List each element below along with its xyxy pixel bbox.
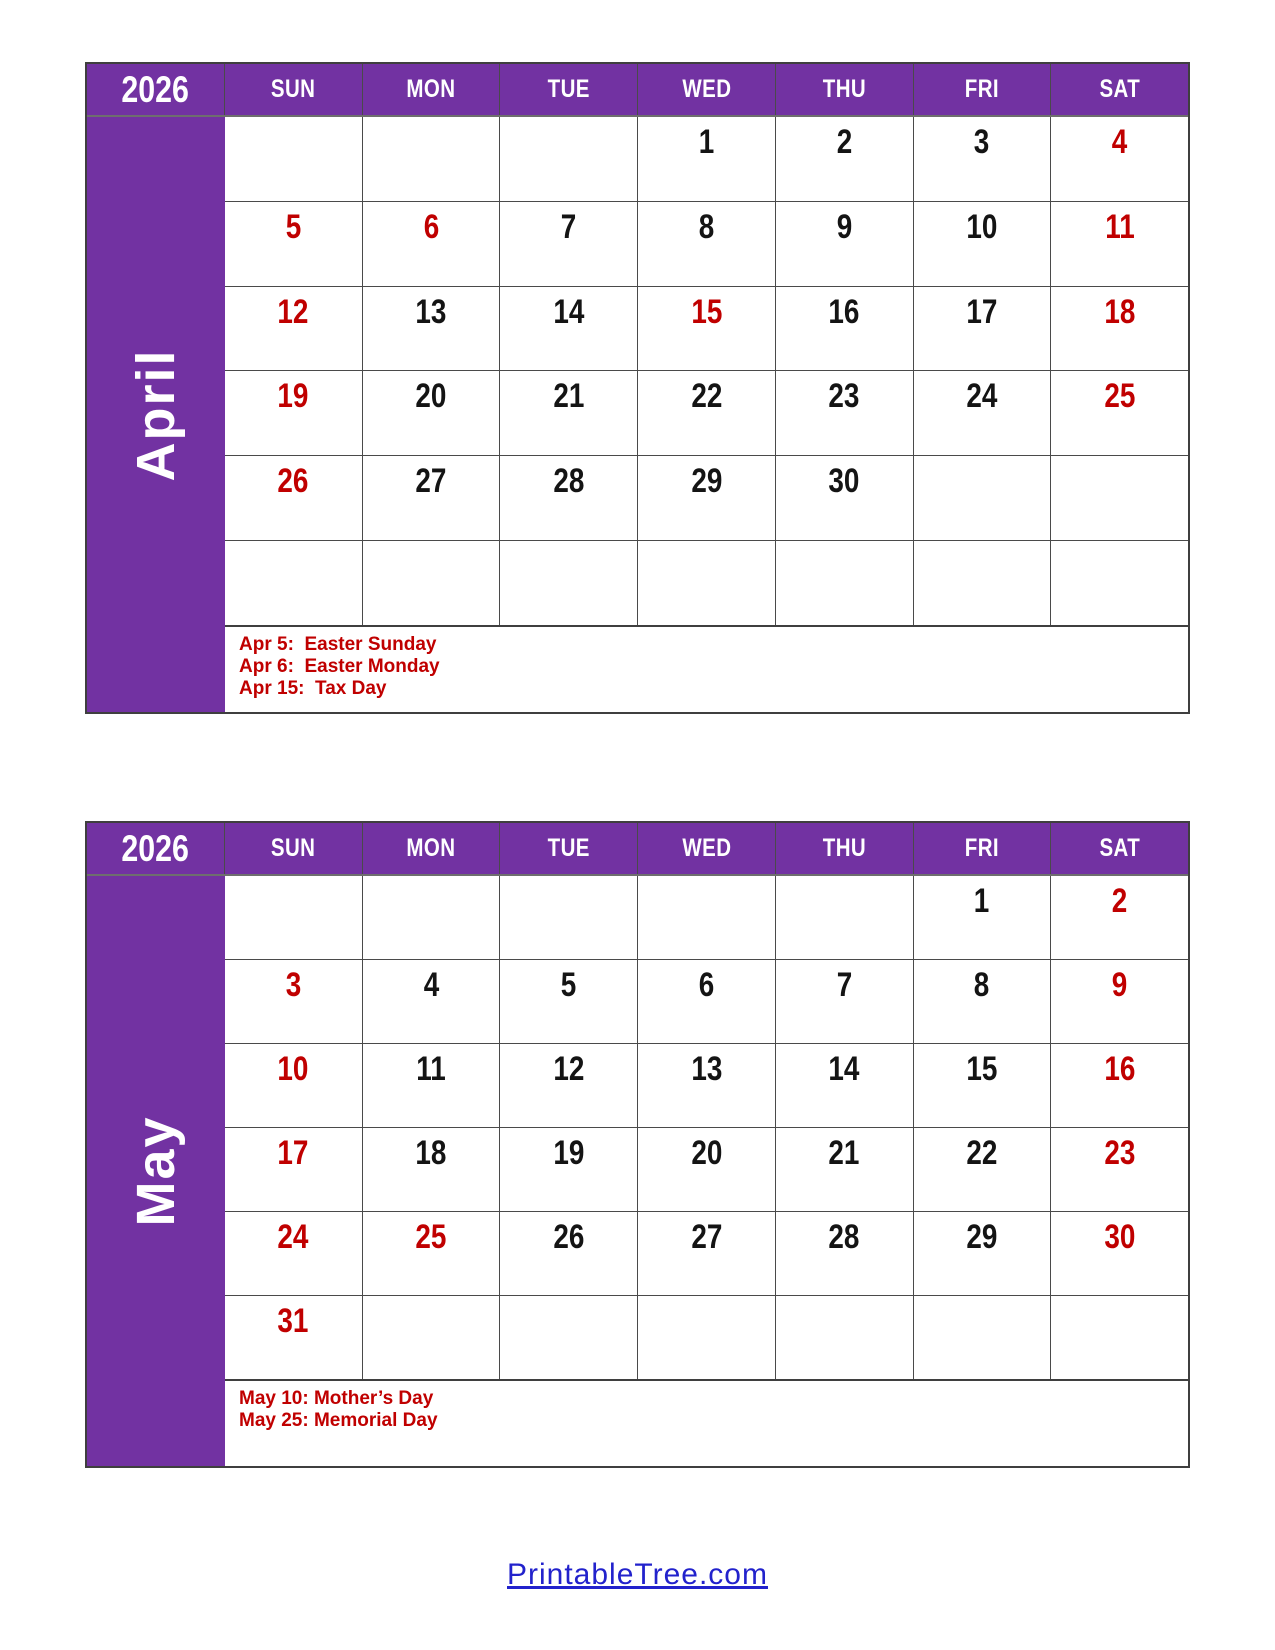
- holiday-line: Apr 15: Tax Day: [239, 678, 387, 699]
- day-cell: [776, 1044, 914, 1127]
- day-number: 28: [553, 462, 585, 501]
- day-cell: [225, 117, 363, 201]
- day-cell: [1051, 1044, 1188, 1127]
- day-cell: [914, 876, 1052, 959]
- day-number: 6: [698, 966, 715, 1004]
- day-number: 20: [415, 377, 447, 416]
- day-cell: [225, 1296, 363, 1379]
- year-label: 2026: [121, 827, 190, 869]
- weekday-cell: [363, 823, 501, 874]
- day-number: 12: [277, 292, 309, 331]
- day-cell: [638, 876, 776, 959]
- page-footer: [0, 1558, 1275, 1592]
- day-cell: [225, 371, 363, 455]
- day-number: 22: [966, 1134, 998, 1172]
- day-cell: [776, 1128, 914, 1211]
- weekday-label: WED: [681, 75, 732, 103]
- day-cell: [776, 960, 914, 1043]
- year-cell: [87, 823, 225, 874]
- day-number: 30: [1104, 1218, 1136, 1256]
- weekday-cell: [776, 823, 914, 874]
- day-cell: [363, 287, 501, 371]
- day-cell: [500, 960, 638, 1043]
- day-number: 5: [285, 207, 302, 246]
- day-cell: [500, 1128, 638, 1211]
- weeks-grid: [225, 876, 1188, 1381]
- day-cell: [638, 202, 776, 286]
- day-cell: [363, 1212, 501, 1295]
- day-cell: [638, 960, 776, 1043]
- day-cell: [914, 960, 1052, 1043]
- day-cell: [776, 456, 914, 540]
- day-number: 17: [966, 292, 998, 331]
- weekday-label: MON: [406, 75, 456, 103]
- day-number: 6: [423, 207, 439, 246]
- day-cell: [914, 371, 1052, 455]
- weekday-cell: [500, 64, 638, 115]
- weekday-label: SAT: [1099, 834, 1141, 862]
- day-number: 27: [690, 1218, 723, 1256]
- day-cell: [914, 456, 1052, 540]
- day-number: 3: [285, 966, 302, 1004]
- week-row: [225, 456, 1188, 541]
- printabletree-link[interactable]: PrintableTree.com: [507, 1558, 768, 1591]
- month-sidebar: [87, 117, 225, 712]
- day-cell: [225, 1044, 363, 1127]
- day-number: 23: [828, 377, 860, 416]
- holiday-line: May 10: Mother’s Day: [239, 1388, 434, 1409]
- day-cell: [914, 202, 1052, 286]
- day-cell: [914, 1296, 1052, 1379]
- weekday-cell: [500, 823, 638, 874]
- week-row: [225, 541, 1188, 627]
- day-cell: [500, 202, 638, 286]
- day-number: 2: [836, 123, 852, 161]
- day-cell: [776, 371, 914, 455]
- weekday-cell: [914, 64, 1052, 115]
- holiday-line: Apr 6: Easter Monday: [239, 656, 440, 677]
- day-cell: [914, 1128, 1052, 1211]
- day-number: 25: [1104, 377, 1136, 416]
- weekday-label: THU: [822, 75, 866, 103]
- day-cell: [776, 1212, 914, 1295]
- day-cell: [225, 876, 363, 959]
- day-number: 27: [415, 462, 447, 501]
- month-label: May: [126, 1115, 186, 1227]
- day-number: 28: [828, 1218, 860, 1256]
- day-number: 16: [1104, 1050, 1136, 1088]
- day-cell: [500, 117, 638, 201]
- day-cell: [500, 1044, 638, 1127]
- day-cell: [363, 1296, 501, 1379]
- day-cell: [500, 456, 638, 540]
- day-cell: [363, 876, 501, 959]
- day-number: 7: [561, 207, 577, 246]
- day-cell: [225, 456, 363, 540]
- weekday-label: THU: [822, 834, 866, 862]
- day-number: 14: [828, 1050, 860, 1088]
- day-number: 3: [974, 123, 990, 161]
- day-cell: [638, 1128, 776, 1211]
- day-cell: [1051, 1212, 1188, 1295]
- calendar-may: [85, 821, 1190, 1468]
- day-number: 24: [277, 1218, 309, 1256]
- day-number: 4: [1111, 123, 1128, 161]
- day-number: 17: [277, 1134, 309, 1172]
- day-number: 20: [690, 1134, 723, 1172]
- weekday-cell: [225, 823, 363, 874]
- day-cell: [363, 456, 501, 540]
- week-row: [225, 1044, 1188, 1128]
- day-cell: [638, 1044, 776, 1127]
- day-number: 30: [828, 462, 860, 501]
- weekday-cell: [363, 64, 501, 115]
- day-cell: [1051, 287, 1188, 371]
- weekday-label: TUE: [547, 834, 590, 862]
- day-number: 18: [1104, 292, 1136, 331]
- day-number: 9: [836, 207, 852, 246]
- week-row: [225, 960, 1188, 1044]
- day-cell: [1051, 1128, 1188, 1211]
- day-cell: [1051, 202, 1188, 286]
- day-cell: [225, 1128, 363, 1211]
- calendar-header-row: [87, 823, 1188, 876]
- week-row: [225, 1296, 1188, 1381]
- day-number: 23: [1104, 1134, 1136, 1172]
- weekday-cell: [1051, 823, 1188, 874]
- day-cell: [500, 876, 638, 959]
- day-number: 4: [423, 966, 439, 1004]
- day-number: 13: [415, 292, 447, 331]
- day-number: 18: [415, 1134, 447, 1172]
- day-cell: [914, 1044, 1052, 1127]
- day-number: 21: [828, 1134, 860, 1172]
- day-cell: [638, 1296, 776, 1379]
- day-number: 2: [1111, 882, 1128, 920]
- day-number: 26: [553, 1218, 585, 1256]
- weekday-cell: [225, 64, 363, 115]
- holiday-list: [225, 1381, 1188, 1466]
- weekday-label: FRI: [964, 75, 1000, 103]
- week-row: [225, 117, 1188, 202]
- day-number: 29: [966, 1218, 998, 1256]
- weekday-label: SUN: [271, 834, 316, 862]
- week-row: [225, 287, 1188, 372]
- calendar-header-row: [87, 64, 1188, 117]
- day-cell: [225, 1212, 363, 1295]
- week-row: [225, 1128, 1188, 1212]
- calendar-april: [85, 62, 1190, 714]
- day-number: 13: [690, 1050, 723, 1088]
- day-number: 24: [966, 377, 998, 416]
- day-cell: [638, 371, 776, 455]
- day-cell: [225, 541, 363, 625]
- holiday-line: May 25: Memorial Day: [239, 1410, 438, 1431]
- day-cell: [914, 541, 1052, 625]
- day-cell: [363, 1128, 501, 1211]
- day-cell: [363, 371, 501, 455]
- day-cell: [1051, 876, 1188, 959]
- day-number: 11: [1104, 207, 1135, 246]
- day-cell: [638, 541, 776, 625]
- day-cell: [363, 960, 501, 1043]
- day-cell: [363, 1044, 501, 1127]
- day-cell: [500, 287, 638, 371]
- day-number: 5: [561, 966, 577, 1004]
- day-cell: [776, 287, 914, 371]
- year-label: 2026: [121, 68, 190, 110]
- day-number: 7: [836, 966, 852, 1004]
- day-number: 19: [553, 1134, 585, 1172]
- day-cell: [1051, 960, 1188, 1043]
- week-row: [225, 1212, 1188, 1296]
- weekday-label: MON: [406, 834, 456, 862]
- day-cell: [225, 287, 363, 371]
- month-label: April: [126, 347, 186, 482]
- day-number: 29: [690, 462, 723, 501]
- day-number: 19: [277, 377, 309, 416]
- weekday-cell: [776, 64, 914, 115]
- day-cell: [776, 202, 914, 286]
- weekday-label: SUN: [271, 75, 316, 103]
- day-cell: [914, 117, 1052, 201]
- day-cell: [776, 1296, 914, 1379]
- day-cell: [776, 117, 914, 201]
- day-number: 14: [553, 292, 585, 331]
- weekday-cell: [914, 823, 1052, 874]
- month-sidebar: [87, 876, 225, 1466]
- day-cell: [363, 541, 501, 625]
- day-cell: [500, 1296, 638, 1379]
- day-cell: [500, 371, 638, 455]
- day-number: 9: [1111, 966, 1128, 1004]
- day-cell: [914, 1212, 1052, 1295]
- day-number: 8: [698, 207, 715, 246]
- day-cell: [638, 1212, 776, 1295]
- day-cell: [500, 1212, 638, 1295]
- day-number: 1: [698, 123, 715, 161]
- day-number: 15: [966, 1050, 998, 1088]
- day-number: 16: [828, 292, 860, 331]
- day-cell: [638, 287, 776, 371]
- weekday-cell: [1051, 64, 1188, 115]
- day-number: 10: [966, 207, 998, 246]
- holiday-line: Apr 5: Easter Sunday: [239, 634, 437, 655]
- holiday-list: [225, 627, 1188, 712]
- weekday-label: SAT: [1099, 75, 1141, 103]
- week-row: [225, 876, 1188, 960]
- day-number: 1: [974, 882, 990, 920]
- year-cell: [87, 64, 225, 115]
- day-cell: [363, 202, 501, 286]
- day-number: 31: [277, 1302, 309, 1340]
- day-number: 26: [277, 462, 309, 501]
- day-cell: [638, 117, 776, 201]
- day-number: 12: [553, 1050, 585, 1088]
- day-cell: [638, 456, 776, 540]
- day-number: 25: [415, 1218, 447, 1256]
- day-cell: [1051, 541, 1188, 625]
- week-row: [225, 371, 1188, 456]
- day-cell: [1051, 1296, 1188, 1379]
- day-cell: [1051, 371, 1188, 455]
- day-number: 15: [690, 292, 723, 331]
- weekday-cell: [638, 64, 776, 115]
- weekday-label: FRI: [964, 834, 1000, 862]
- day-cell: [776, 876, 914, 959]
- day-cell: [500, 541, 638, 625]
- day-cell: [1051, 456, 1188, 540]
- day-number: 8: [974, 966, 990, 1004]
- day-cell: [776, 541, 914, 625]
- day-number: 10: [277, 1050, 309, 1088]
- weekday-label: TUE: [547, 75, 590, 103]
- day-number: 11: [416, 1050, 446, 1088]
- day-number: 22: [690, 377, 723, 416]
- weeks-grid: [225, 117, 1188, 627]
- day-cell: [225, 960, 363, 1043]
- weekday-label: WED: [681, 834, 732, 862]
- week-row: [225, 202, 1188, 287]
- day-cell: [363, 117, 501, 201]
- day-cell: [1051, 117, 1188, 201]
- day-cell: [914, 287, 1052, 371]
- day-number: 21: [553, 377, 585, 416]
- weekday-cell: [638, 823, 776, 874]
- day-cell: [225, 202, 363, 286]
